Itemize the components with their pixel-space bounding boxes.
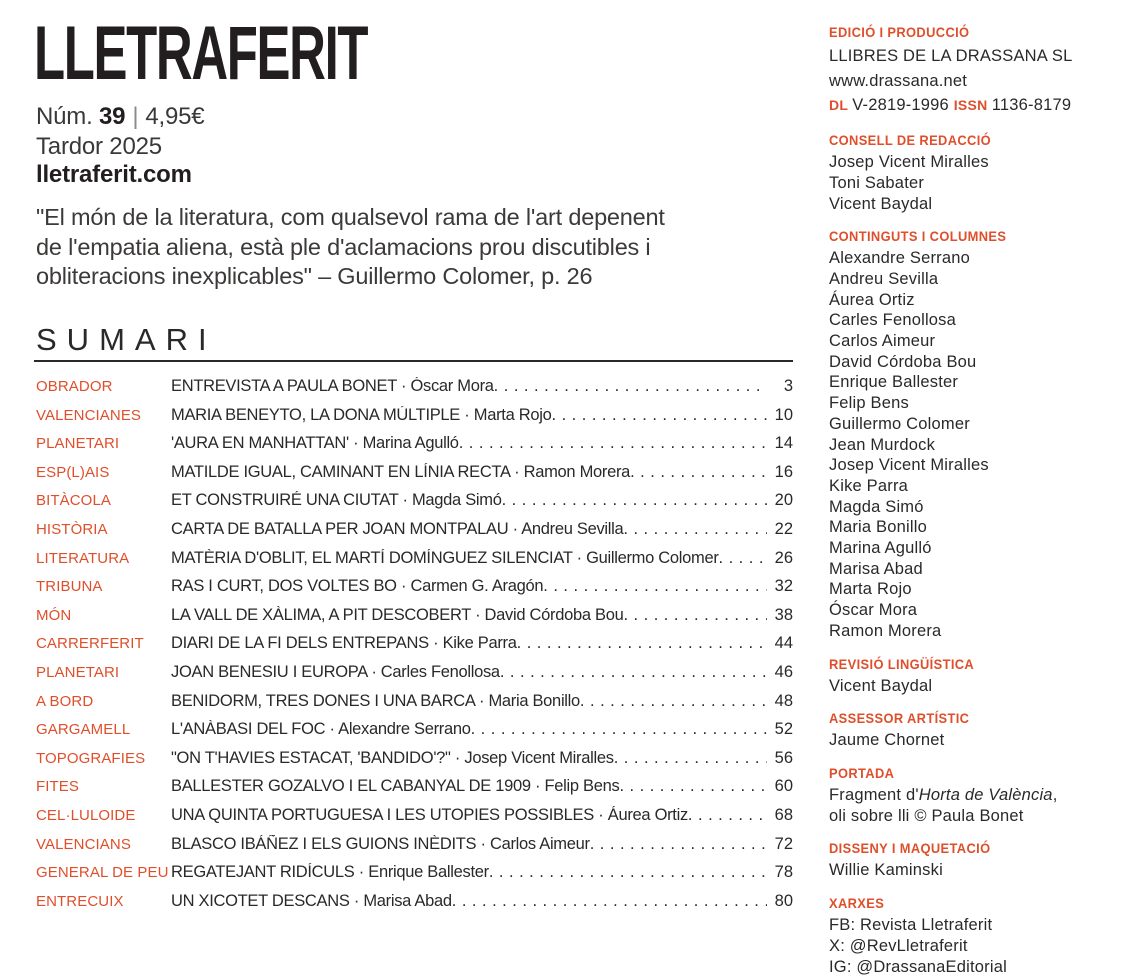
section-label: CARRERFERIT <box>36 635 171 652</box>
article-author: Óscar Mora <box>410 377 493 395</box>
text-segment: Carles Fenollosa <box>829 311 956 329</box>
article-title: "ON T'HAVIES ESTACAT, 'BANDIDO'?" <box>171 749 451 767</box>
title-author-separator: · <box>471 606 485 624</box>
title-author-separator: · <box>367 663 381 681</box>
sidebar-line <box>829 372 1121 393</box>
article-author: Marta Rojo <box>474 406 552 424</box>
text-segment: Marisa Abad <box>829 560 923 578</box>
text-segment: Maria Bonillo <box>829 518 927 536</box>
article-author: Ramon Morera <box>524 463 630 481</box>
title-author-separator: · <box>460 406 474 424</box>
title-author-separator: · <box>475 692 489 710</box>
page-number: 72 <box>767 835 793 854</box>
sidebar-line <box>829 517 1121 538</box>
sidebar-section-heading: EDICIÓ I PRODUCCIÓ <box>829 24 1098 40</box>
page-number: 10 <box>767 406 793 425</box>
article-title-cell <box>171 520 767 539</box>
article-title: JOAN BENESIU I EUROPA <box>171 663 367 681</box>
page-number: 52 <box>767 720 793 739</box>
pull-quote <box>36 203 726 292</box>
article-title-cell <box>171 406 767 425</box>
text-segment: Felip Bens <box>829 394 909 412</box>
text-segment: LLIBRES DE LA DRASSANA SL <box>829 47 1072 65</box>
sidebar-line <box>829 44 1121 69</box>
text-segment: Jean Murdock <box>829 436 935 454</box>
sidebar-line <box>829 290 1121 311</box>
sidebar-line <box>829 538 1121 559</box>
article-author: Carmen G. Aragón <box>410 577 543 595</box>
title-author-separator: · <box>349 434 363 452</box>
issue-label: Núm. <box>36 103 93 130</box>
article-title: ENTREVISTA A PAULA BONET <box>171 377 397 395</box>
sidebar-section-body <box>829 44 1121 118</box>
section-label: LITERATURA <box>36 550 171 567</box>
sidebar-line <box>829 152 1121 173</box>
toc-row <box>36 377 793 406</box>
sidebar-line <box>829 915 1121 936</box>
text-segment: Óscar Mora <box>829 601 917 619</box>
article-title-cell <box>171 634 767 653</box>
section-label: FITES <box>36 778 171 795</box>
sidebar-section-heading: DISSENY I MAQUETACIÓ <box>829 840 1098 856</box>
article-author: David Córdoba Bou <box>485 606 624 624</box>
sidebar-section-body <box>829 730 1121 751</box>
article-title-cell <box>171 749 767 768</box>
title-author-separator: · <box>531 777 545 795</box>
toc-row <box>36 806 793 835</box>
sidebar-section-body <box>829 860 1121 881</box>
article-author: Felip Bens <box>544 777 619 795</box>
quote-line: "El món de la literatura, com qualsevol rama de l'art depenent <box>36 203 726 233</box>
toc-row <box>36 835 793 864</box>
sidebar-line <box>829 414 1121 435</box>
quote-line: de l'empatia aliena, està ple d'aclamacions prou discutibles i <box>36 233 726 263</box>
page-number: 16 <box>767 463 793 482</box>
article-author: Marisa Abad <box>363 892 451 910</box>
text-segment: Josep Vicent Miralles <box>829 456 989 474</box>
title-author-separator: · <box>429 634 443 652</box>
section-label: A BORD <box>36 693 171 710</box>
toc-row <box>36 663 793 692</box>
title-author-separator: · <box>397 377 411 395</box>
toc-row <box>36 406 793 435</box>
text-segment: Toni Sabater <box>829 174 924 192</box>
title-author-separator: · <box>350 892 364 910</box>
article-title-cell <box>171 692 767 711</box>
sidebar-line <box>829 393 1121 414</box>
article-title-cell <box>171 720 767 739</box>
sidebar-line <box>829 957 1121 977</box>
text-segment: Ramon Morera <box>829 622 941 640</box>
toc-list <box>36 377 793 920</box>
sidebar-line <box>829 579 1121 600</box>
title-author-separator: · <box>325 720 338 738</box>
text-segment: Marina Agulló <box>829 539 932 557</box>
sidebar-line <box>829 173 1121 194</box>
issue-season: Tardor 2025 <box>36 133 162 161</box>
inline-label: ISSN <box>954 97 992 113</box>
sidebar <box>829 24 1121 977</box>
sidebar-section <box>829 656 1121 697</box>
toc-row <box>36 892 793 921</box>
sidebar-section-body <box>829 676 1121 697</box>
article-title: MATÈRIA D'OBLIT, EL MARTÍ DOMÍNGUEZ SILENCIAT <box>171 549 572 567</box>
sidebar-section <box>829 228 1121 641</box>
text-segment: Willie Kaminski <box>829 861 943 879</box>
title-author-separator: · <box>398 491 412 509</box>
sidebar-line <box>829 435 1121 456</box>
toc-row <box>36 463 793 492</box>
toc-row <box>36 520 793 549</box>
article-title: MARIA BENEYTO, LA DONA MÚLTIPLE <box>171 406 460 424</box>
section-label: VALENCIANS <box>36 836 171 853</box>
section-label: ENTRECUIX <box>36 893 171 910</box>
title-author-separator: · <box>354 863 368 881</box>
sidebar-section-body <box>829 248 1121 641</box>
inline-label: DL <box>829 97 852 113</box>
section-label: GARGAMELL <box>36 721 171 738</box>
page-number: 56 <box>767 749 793 768</box>
article-title: DIARI DE LA FI DELS ENTREPANS <box>171 634 429 652</box>
toc-row <box>36 863 793 892</box>
sidebar-line <box>829 785 1121 806</box>
text-segment: Horta de València <box>919 786 1053 804</box>
toc-row <box>36 491 793 520</box>
sidebar-line <box>829 352 1121 373</box>
text-segment: X: @RevLletraferit <box>829 937 968 955</box>
sidebar-line <box>829 621 1121 642</box>
section-label: CEL·LULOIDE <box>36 807 171 824</box>
toc-row <box>36 692 793 721</box>
toc-row <box>36 606 793 635</box>
article-title-cell <box>171 434 767 453</box>
sidebar-section <box>829 132 1121 214</box>
title-author-separator: · <box>594 806 608 824</box>
article-author: Magda Simó <box>412 491 502 509</box>
page-number: 68 <box>767 806 793 825</box>
sidebar-section-heading: XARXES <box>829 895 1098 911</box>
section-label: BITÀCOLA <box>36 492 171 509</box>
heading-rule <box>34 360 793 362</box>
article-title: 'AURA EN MANHATTAN' <box>171 434 349 452</box>
article-author: Guillermo Colomer <box>586 549 718 567</box>
sidebar-line <box>829 269 1121 290</box>
article-title: L'ANÀBASI DEL FOC <box>171 720 325 738</box>
article-title-cell <box>171 892 767 911</box>
article-author: Carles Fenollosa <box>381 663 500 681</box>
sidebar-section <box>829 765 1121 826</box>
issue-price: 4,95€ <box>145 103 204 130</box>
text-segment: Carlos Aimeur <box>829 332 935 350</box>
page-number: 20 <box>767 491 793 510</box>
text-segment: Alexandre Serrano <box>829 249 970 267</box>
article-title: BLASCO IBÁÑEZ I ELS GUIONS INÈDITS <box>171 835 476 853</box>
sidebar-line <box>829 730 1121 751</box>
text-segment: Jaume Chornet <box>829 731 944 749</box>
section-label: VALENCIANES <box>36 407 171 424</box>
text-segment: Áurea Ortiz <box>829 291 915 309</box>
page-number: 14 <box>767 434 793 453</box>
article-title-cell <box>171 777 767 796</box>
text-segment: www.drassana.net <box>829 72 967 90</box>
website-url: lletraferit.com <box>36 161 192 189</box>
toc-row <box>36 720 793 749</box>
text-segment: V-2819-1996 <box>852 96 953 114</box>
sidebar-section-heading: ASSESSOR ARTÍSTIC <box>829 710 1098 726</box>
sidebar-line <box>829 806 1121 827</box>
text-segment: Marta Rojo <box>829 580 912 598</box>
article-title: UN XICOTET DESCANS <box>171 892 350 910</box>
page-number: 78 <box>767 863 793 882</box>
article-title-cell <box>171 463 767 482</box>
page-number: 48 <box>767 692 793 711</box>
sidebar-line <box>829 497 1121 518</box>
article-author: Maria Bonillo <box>488 692 579 710</box>
sidebar-line <box>829 476 1121 497</box>
sidebar-line <box>829 248 1121 269</box>
article-author: Áurea Ortiz <box>608 806 688 824</box>
sidebar-section-body <box>829 785 1121 826</box>
toc-row <box>36 577 793 606</box>
article-title: ET CONSTRUIRÉ UNA CIUTAT <box>171 491 398 509</box>
page-number: 44 <box>767 634 793 653</box>
article-title: RAS I CURT, DOS VOLTES BO <box>171 577 397 595</box>
toc-row <box>36 434 793 463</box>
toc-row <box>36 749 793 778</box>
text-segment: IG: @DrassanaEditorial <box>829 958 1007 976</box>
sidebar-line <box>829 310 1121 331</box>
article-title-cell <box>171 377 767 396</box>
sidebar-section-heading: CONTINGUTS I COLUMNES <box>829 228 1098 244</box>
article-title-cell <box>171 806 767 825</box>
sidebar-section-heading: CONSELL DE REDACCIÓ <box>829 132 1098 148</box>
section-label: HISTÒRIA <box>36 521 171 538</box>
section-label: ESP(L)AIS <box>36 464 171 481</box>
article-title: BALLESTER GOZALVO I EL CABANYAL DE 1909 <box>171 777 531 795</box>
sidebar-line <box>829 936 1121 957</box>
text-segment: FB: Revista Lletraferit <box>829 916 992 934</box>
section-label: TOPOGRAFIES <box>36 750 171 767</box>
article-title-cell <box>171 491 767 510</box>
section-label: GENERAL DE PEU <box>36 864 171 881</box>
text-segment: Kike Parra <box>829 477 908 495</box>
sidebar-section <box>829 840 1121 881</box>
text-segment: Josep Vicent Miralles <box>829 153 989 171</box>
sidebar-line <box>829 860 1121 881</box>
article-title: BENIDORM, TRES DONES I UNA BARCA <box>171 692 475 710</box>
page-number: 3 <box>767 377 793 396</box>
page-number: 80 <box>767 892 793 911</box>
sidebar-line <box>829 600 1121 621</box>
text-segment: Vicent Baydal <box>829 677 932 695</box>
text-segment: 1136-8179 <box>992 96 1071 114</box>
page-number: 60 <box>767 777 793 796</box>
toc-row <box>36 549 793 578</box>
divider: | <box>125 103 145 130</box>
article-title: MATILDE IGUAL, CAMINANT EN LÍNIA RECTA <box>171 463 510 481</box>
article-author: Andreu Sevilla <box>521 520 623 538</box>
text-segment: Fragment d' <box>829 786 919 804</box>
text-segment: Enrique Ballester <box>829 373 958 391</box>
article-title: CARTA DE BATALLA PER JOAN MONTPALAU <box>171 520 508 538</box>
article-title: REGATEJANT RIDÍCULS <box>171 863 354 881</box>
section-label: OBRADOR <box>36 378 171 395</box>
article-title: LA VALL DE XÀLIMA, A PIT DESCOBERT <box>171 606 471 624</box>
page-number: 26 <box>767 549 793 568</box>
text-segment: Magda Simó <box>829 498 924 516</box>
sidebar-section-body <box>829 152 1121 214</box>
article-title-cell <box>171 663 767 682</box>
article-title: UNA QUINTA PORTUGUESA I LES UTOPIES POSSIBLES <box>171 806 594 824</box>
issue-number: 39 <box>99 103 125 130</box>
text-segment: oli sobre lli © Paula Bonet <box>829 807 1024 825</box>
article-title-cell <box>171 863 767 882</box>
text-segment: Andreu Sevilla <box>829 270 938 288</box>
text-segment: , <box>1053 786 1058 804</box>
sidebar-section-heading: PORTADA <box>829 765 1098 781</box>
page-number: 22 <box>767 520 793 539</box>
title-author-separator: · <box>451 749 465 767</box>
article-author: Kike Parra <box>443 634 517 652</box>
sidebar-section <box>829 710 1121 751</box>
article-title-cell <box>171 549 767 568</box>
sidebar-line <box>829 194 1121 215</box>
sidebar-line <box>829 331 1121 352</box>
title-author-separator: · <box>510 463 524 481</box>
section-label: PLANETARI <box>36 664 171 681</box>
article-author: Marina Agulló <box>363 434 459 452</box>
article-author: Josep Vicent Miralles <box>464 749 613 767</box>
text-segment: David Córdoba Bou <box>829 353 976 371</box>
sidebar-line <box>829 676 1121 697</box>
issue-info <box>36 103 204 131</box>
section-label: TRIBUNA <box>36 578 171 595</box>
title-author-separator: · <box>508 520 521 538</box>
page-number: 32 <box>767 577 793 596</box>
section-label: PLANETARI <box>36 435 171 452</box>
text-segment: Vicent Baydal <box>829 195 932 213</box>
toc-heading: SUMARI <box>36 322 217 358</box>
page-number: 38 <box>767 606 793 625</box>
article-author: Alexandre Serrano <box>338 720 470 738</box>
page-number: 46 <box>767 663 793 682</box>
article-title-cell <box>171 606 767 625</box>
sidebar-section <box>829 895 1121 977</box>
sidebar-section <box>829 24 1121 118</box>
section-label: MÓN <box>36 607 171 624</box>
toc-row <box>36 777 793 806</box>
title-author-separator: · <box>476 835 490 853</box>
sidebar-section-heading: REVISIÓ LINGÜÍSTICA <box>829 656 1098 672</box>
title-author-separator: · <box>397 577 411 595</box>
sidebar-line <box>829 455 1121 476</box>
toc-row <box>36 634 793 663</box>
article-title-cell <box>171 835 767 854</box>
article-title-cell <box>171 577 767 596</box>
quote-line: obliteracions inexplicables" – Guillermo Colomer, p. 26 <box>36 262 726 292</box>
sidebar-section-body <box>829 915 1121 977</box>
sidebar-line <box>829 559 1121 580</box>
magazine-logo: LLETRAFERIT <box>34 16 367 92</box>
sidebar-line <box>829 69 1121 94</box>
title-author-separator: · <box>572 549 586 567</box>
article-author: Enrique Ballester <box>368 863 489 881</box>
text-segment: Guillermo Colomer <box>829 415 970 433</box>
article-author: Carlos Aimeur <box>490 835 590 853</box>
sidebar-line <box>829 93 1121 118</box>
